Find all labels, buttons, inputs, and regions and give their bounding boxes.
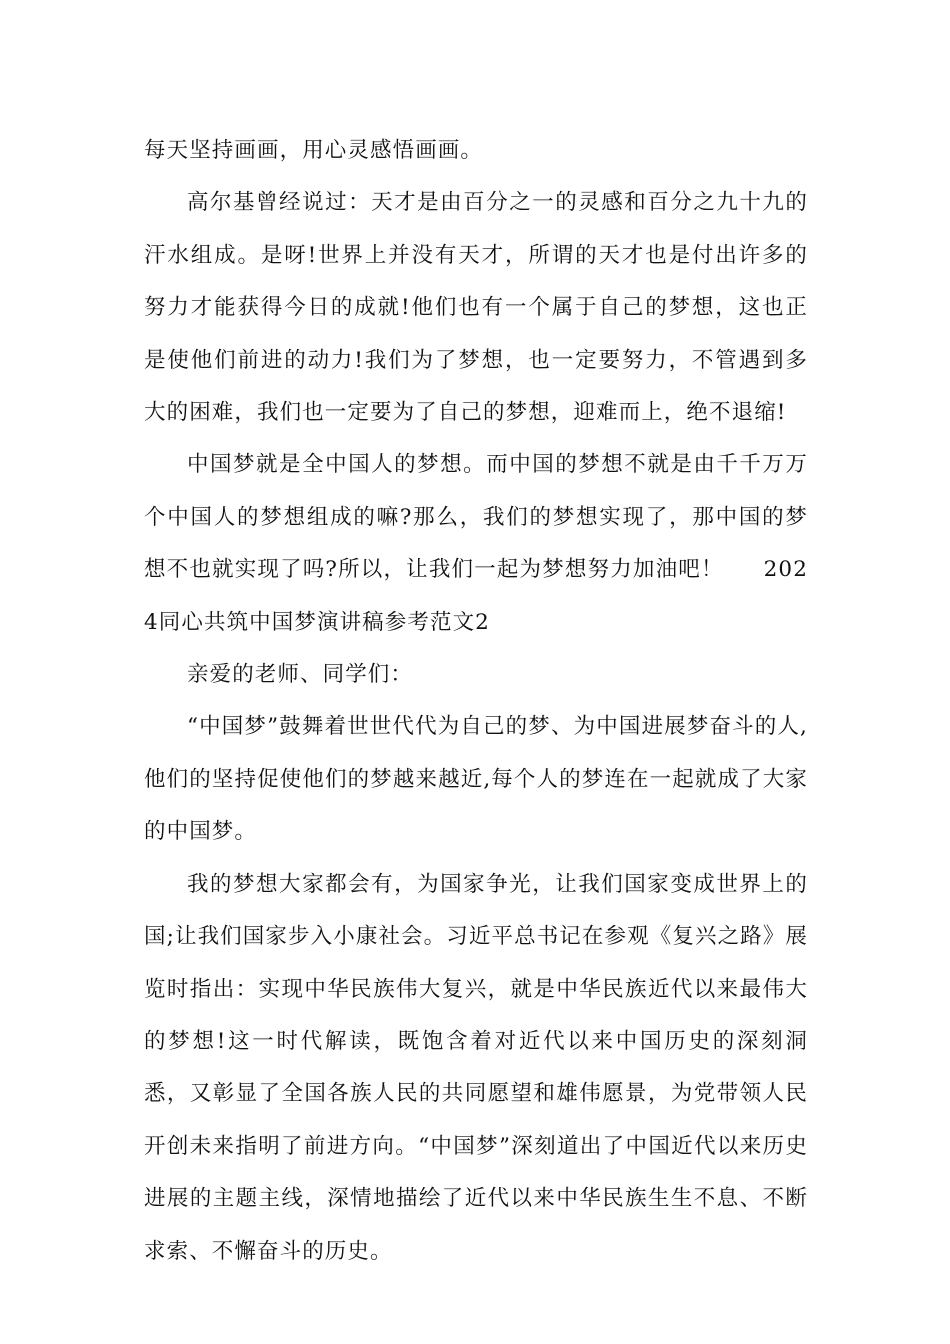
paragraph-3-body: 中国梦就是全中国人的梦想。而中国的梦想不就是由千千万万个中国人的梦想组成的嘛?那么，我们的梦想实现了，那中国的梦想不也就实现了吗?所以，让我们一起为梦想努力加油吧！ xyxy=(144,452,808,583)
paragraph-3 xyxy=(144,439,808,649)
salutation: 亲爱的老师、同学们： xyxy=(187,662,414,688)
document-page xyxy=(144,125,808,1278)
paragraph-6: 我的梦想大家都会有，为国家争光，让我们国家变成世界上的国;让我们国家步入小康社会。习近平总书记在参观《复兴之路》展览时指出：实现中华民族伟大复兴，就是中华民族近代以来最伟大的梦想!这一时代解读，既饱含着对近代以来中国历史的深刻洞悉，又彰显了全国各族人民的共同愿望和雄伟愿景，为党带领人民开创未来指明了前进方向。“中国梦”深刻道出了中国近代以来历史进展的主题主线，深情地描绘了近代以来中华民族生生不息、不断求索、不懈奋斗的历史。 xyxy=(144,871,808,1264)
paragraph-5: “中国梦”鼓舞着世世代代为自己的梦、为中国进展梦奋斗的人,他们的坚持促使他们的梦越来越近,每个人的梦连在一起就成了大家的中国梦。 xyxy=(144,714,808,845)
section-heading-inline: 2024同心共筑中国梦演讲稿参考范文2 xyxy=(144,557,808,635)
paragraph-2: 高尔基曾经说过：天才是由百分之一的灵感和百分之九十九的汗水组成。是呀!世界上并没有天才，所谓的天才也是付出许多的努力才能获得今日的成就!他们也有一个属于自己的梦想，这也正是使他们前进的动力!我们为了梦想，也一定要努力，不管遇到多大的困难，我们也一定要为了自己的梦想，迎难而上，绝不退缩! xyxy=(144,190,808,426)
paragraph-1: 每天坚持画画，用心灵感悟画画。 xyxy=(144,138,484,163)
